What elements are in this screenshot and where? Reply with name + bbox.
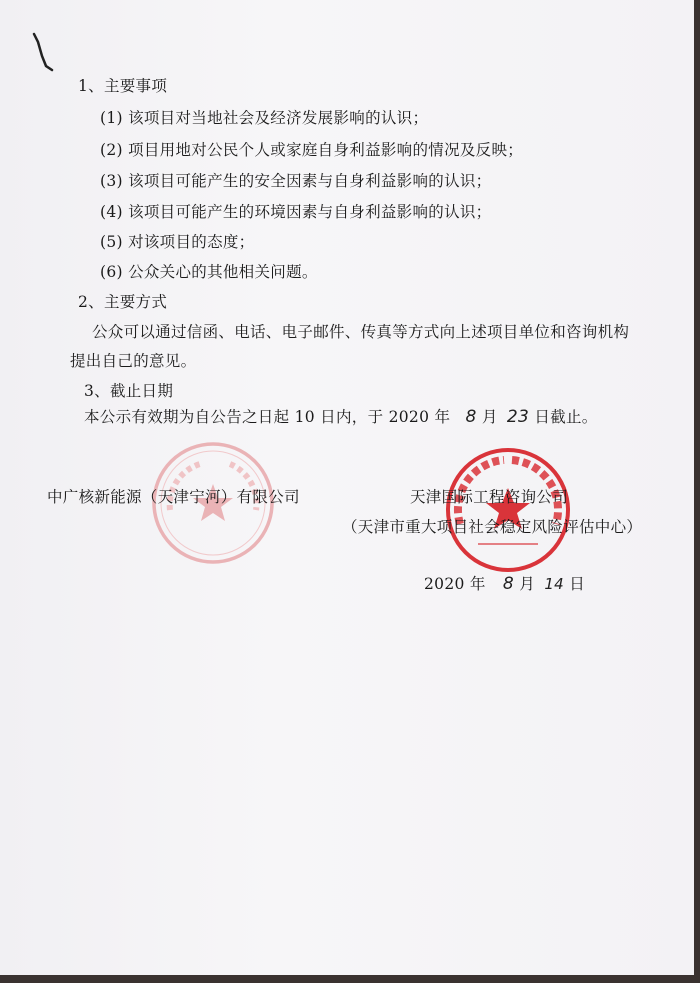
- item-6: (6) 公众关心的其他相关问题。: [100, 263, 318, 281]
- section-2-line-1: 公众可以通过信函、电话、电子邮件、传真等方式向上述项目单位和咨询机构: [92, 323, 630, 341]
- item-5: (5) 对该项目的态度；: [100, 233, 255, 251]
- deadline-day-handwritten: 23: [506, 407, 530, 427]
- section-2-heading: 2、主要方式: [78, 293, 168, 311]
- date-prefix: 2020 年: [424, 575, 486, 593]
- signature-date: [424, 572, 585, 594]
- date-day-handwritten: 14: [544, 575, 565, 593]
- deadline-month-char: 月: [481, 408, 498, 426]
- section-1-heading: 1、主要事项: [78, 77, 168, 95]
- section-3-deadline: [84, 405, 598, 427]
- left-company-name: 中广核新能源（天津宁河）有限公司: [47, 488, 300, 506]
- item-3: (3) 该项目可能产生的安全因素与自身利益影响的认识；: [100, 172, 492, 190]
- item-2: (2) 项目用地对公民个人或家庭自身利益影响的情况及反映；: [100, 141, 524, 159]
- ink-scratch: [30, 28, 60, 73]
- date-day-char: 日: [569, 575, 586, 593]
- deadline-suffix: 日截止。: [534, 408, 598, 426]
- section-2-line-2: 提出自己的意见。: [70, 352, 197, 370]
- section-3-heading: 3、截止日期: [84, 382, 174, 400]
- deadline-month-handwritten: 8: [465, 407, 477, 427]
- right-company-name: 天津国际工程咨询公司: [410, 488, 569, 506]
- date-month-char: 月: [519, 575, 536, 593]
- right-company-seal: [444, 446, 572, 574]
- item-1: (1) 该项目对当地社会及经济发展影响的认识；: [100, 109, 429, 127]
- deadline-prefix: 本公示有效期为自公告之日起 10 日内，于 2020 年: [84, 408, 451, 426]
- right-company-subtitle: （天津市重大项目社会稳定风险评估中心）: [342, 518, 643, 536]
- date-month-handwritten: 8: [502, 574, 515, 594]
- item-4: (4) 该项目可能产生的环境因素与自身利益影响的认识；: [100, 203, 492, 221]
